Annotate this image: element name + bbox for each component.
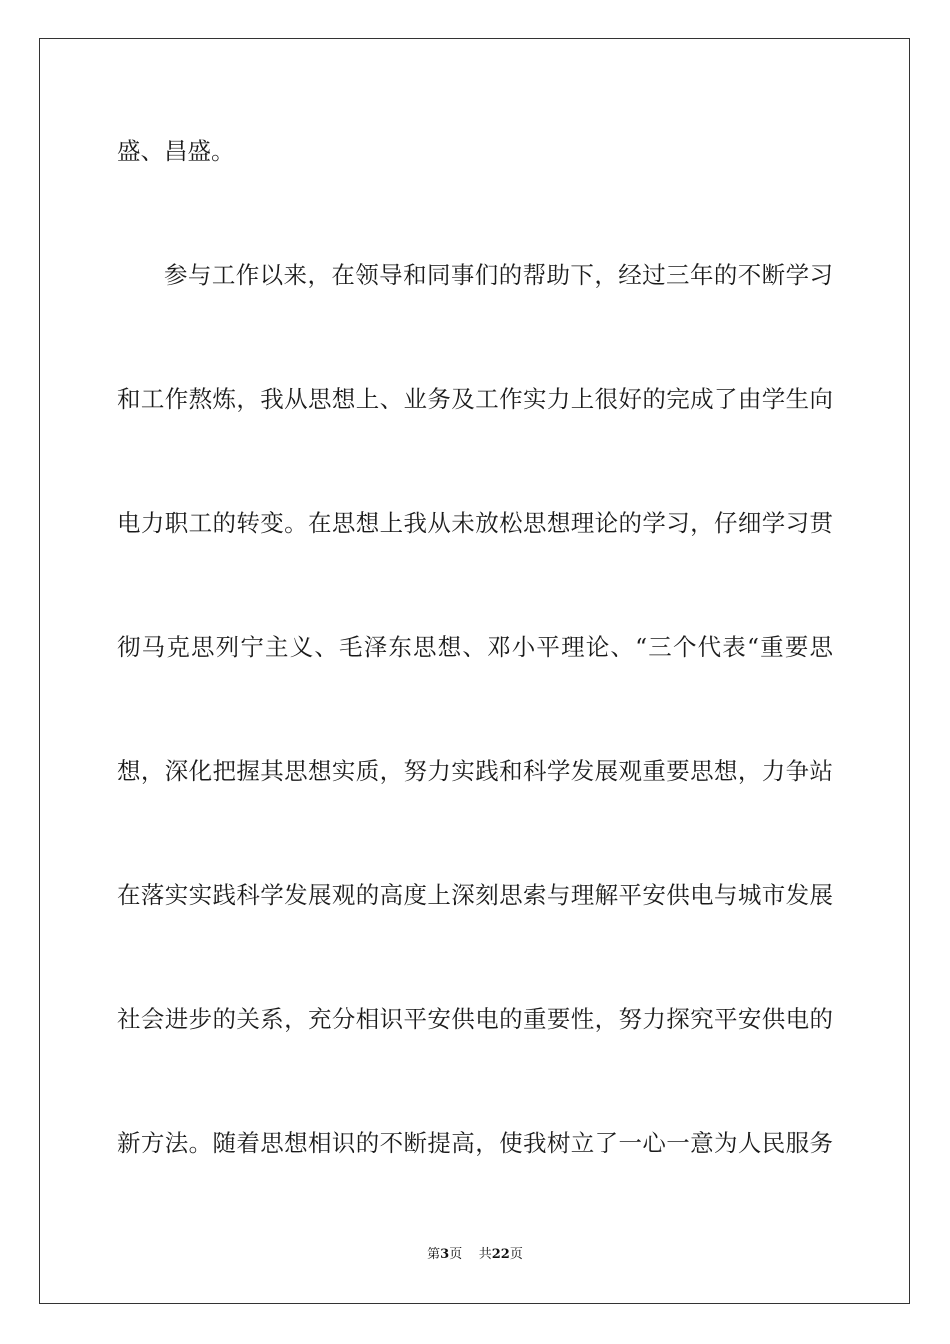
text-line-2: 参与工作以来，在领导和同事们的帮助下，经过三年的不断学习 [164, 261, 833, 289]
page-number: 3 [440, 1247, 450, 1262]
total-prefix: 共 [478, 1247, 492, 1262]
text-line-3: 和工作熬炼，我从思想上、业务及工作实力上很好的完成了由学生向 [117, 385, 833, 413]
page-suffix: 页 [449, 1247, 463, 1262]
text-line-8: 社会进步的关系，充分相识平安供电的重要性，努力探究平安供电的 [117, 1005, 833, 1033]
page-border [39, 38, 910, 1304]
total-pages: 22 [491, 1247, 510, 1262]
total-suffix: 页 [509, 1247, 523, 1262]
page-prefix: 第 [427, 1247, 441, 1262]
text-line-1: 盛、昌盛。 [117, 137, 235, 165]
text-line-6: 想，深化把握其思想实质，努力实践和科学发展观重要思想，力争站 [117, 757, 833, 785]
text-line-9: 新方法。随着思想相识的不断提高，使我树立了一心一意为人民服务 [117, 1129, 833, 1157]
text-line-5: 彻马克思列宁主义、毛泽东思想、邓小平理论、“三个代表“重要思 [117, 633, 833, 661]
page-footer [0, 1245, 950, 1265]
text-line-7: 在落实实践科学发展观的高度上深刻思索与理解平安供电与城市发展 [117, 881, 833, 909]
text-line-4: 电力职工的转变。在思想上我从未放松思想理论的学习，仔细学习贯 [117, 509, 833, 537]
